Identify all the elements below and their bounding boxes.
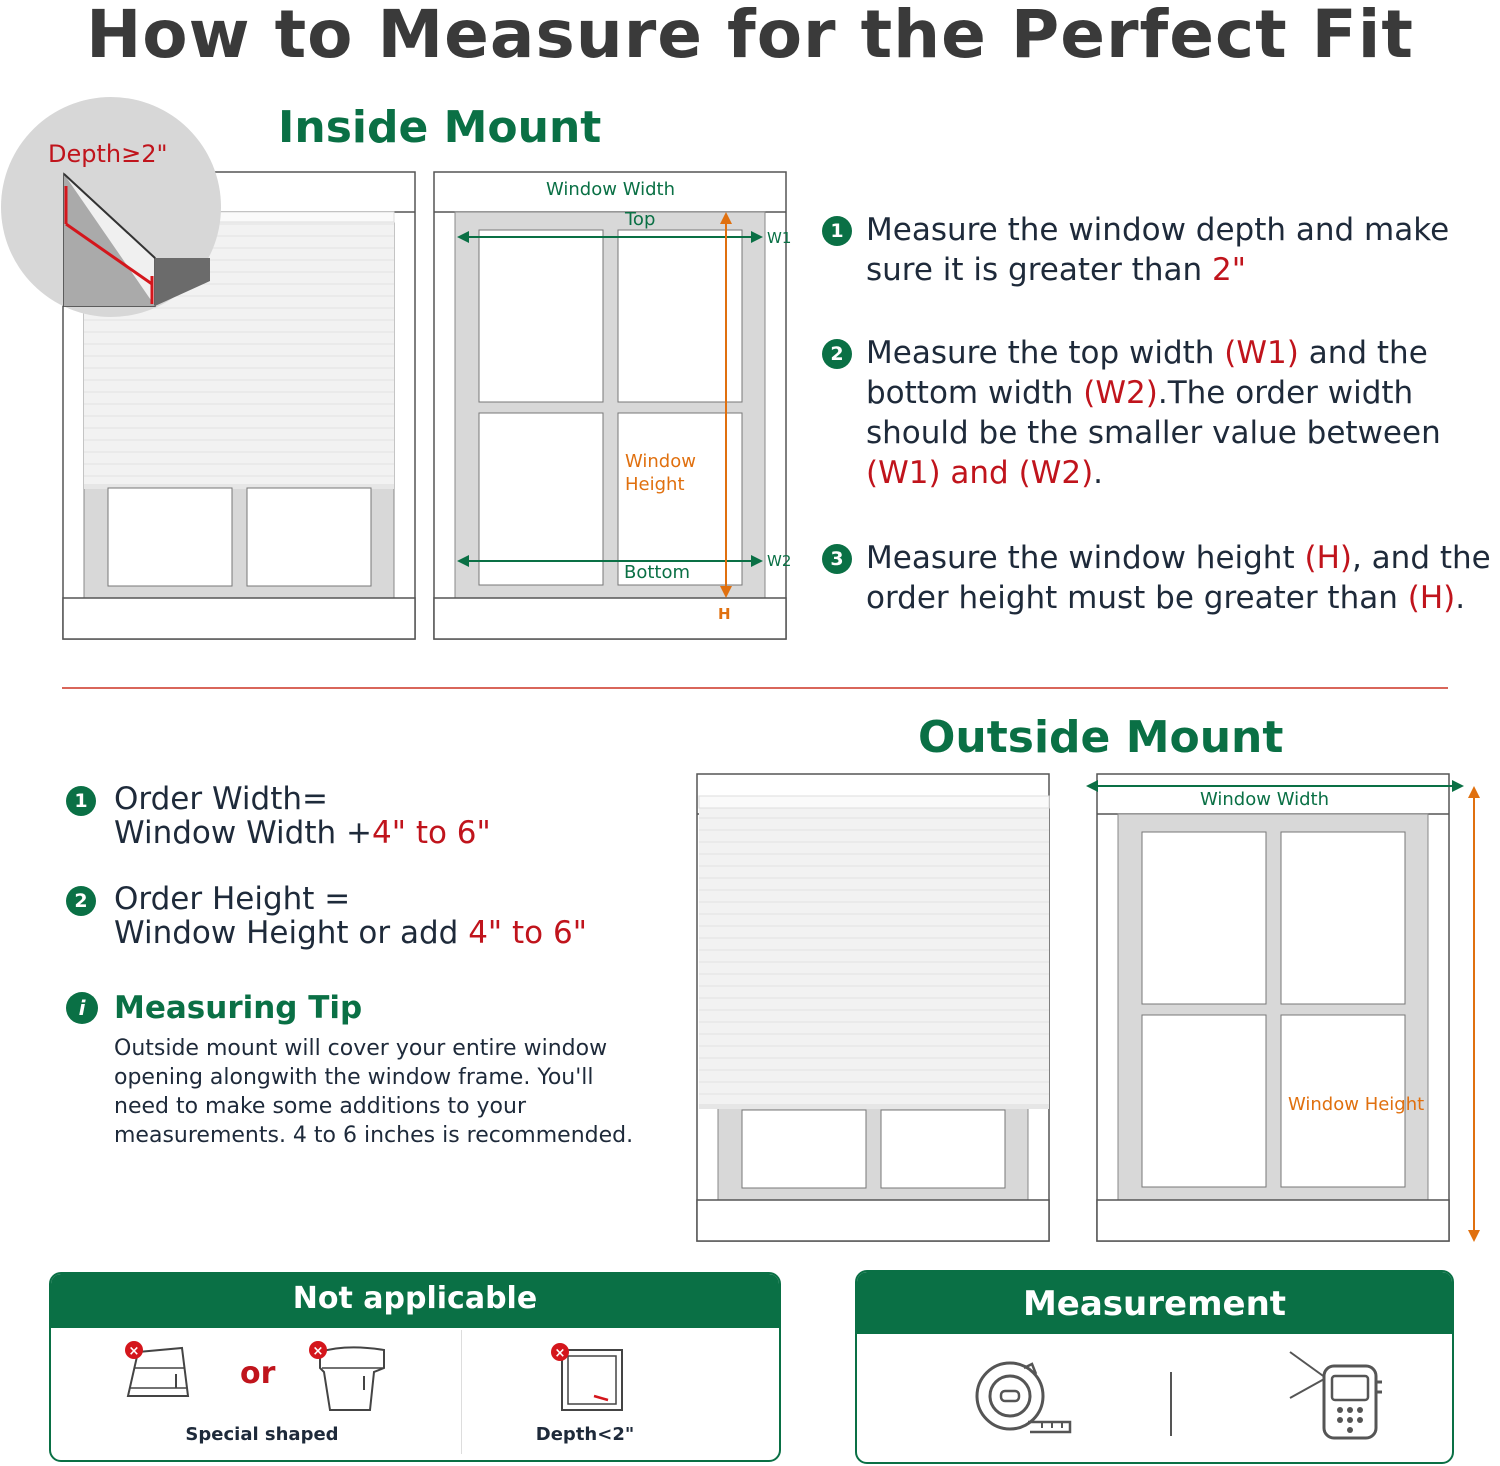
- tape-measure-icon: [972, 1356, 1076, 1436]
- outside-blind-window-illustration: [694, 770, 1054, 1246]
- inside-step-3: 3 Measure the window height (H), and the order height must be greater than (H).: [866, 538, 1498, 618]
- measurement-separator: [1170, 1372, 1172, 1436]
- measuring-tip-body: Outside mount will cover your entire window opening alongwith the window frame. You'll need to make some additions to your measurements. 4 to 6 inches is recommended.: [114, 1036, 634, 1148]
- depth-callout-illustration: [0, 96, 224, 320]
- inside-mount-heading: Inside Mount: [278, 102, 602, 153]
- bottom-label: Bottom: [624, 562, 691, 583]
- outside-measure-window-illustration: [1082, 770, 1492, 1246]
- or-label: or: [240, 1356, 276, 1391]
- depth-label: Depth≥2": [48, 140, 168, 168]
- box-divider: [461, 1330, 462, 1454]
- step-number-badge: 2: [66, 886, 96, 916]
- shallow-depth-window-icon: [548, 1340, 628, 1416]
- step-number-badge: 1: [66, 786, 96, 816]
- not-applicable-heading: Not applicable: [51, 1274, 779, 1328]
- w1-label: W1: [767, 229, 792, 247]
- w2-label: W2: [767, 552, 792, 570]
- laser-measure-icon: [1286, 1348, 1390, 1444]
- page-title: How to Measure for the Perfect Fit: [86, 0, 1414, 73]
- svg-text:×: ×: [128, 1344, 140, 1359]
- step-number-badge: 2: [822, 339, 852, 369]
- inside-measure-window-illustration: [431, 168, 801, 644]
- outside-window-height-label: Window Height: [1288, 1094, 1425, 1115]
- special-shaped-blind-icon: [120, 1338, 200, 1418]
- info-icon: i: [66, 992, 98, 1024]
- inside-window-width-label: Window Width: [546, 179, 675, 200]
- svg-text:×: ×: [312, 1344, 324, 1359]
- inside-step-1: 1 Measure the window depth and make sure it is greater than 2": [866, 210, 1496, 290]
- measurement-heading: Measurement: [857, 1272, 1452, 1334]
- section-divider: [62, 687, 1448, 689]
- special-shaped-caption: Special shaped: [185, 1424, 339, 1445]
- top-label: Top: [625, 209, 656, 230]
- measuring-tip-title: Measuring Tip: [114, 990, 363, 1026]
- depth-caption: Depth<2": [535, 1424, 635, 1445]
- step-number-badge: 3: [822, 544, 852, 574]
- window-height-label: Window Height: [625, 451, 696, 495]
- step-number-badge: 1: [822, 216, 852, 246]
- svg-text:×: ×: [554, 1346, 566, 1361]
- special-shaped-blind-icon-2: [306, 1338, 390, 1418]
- inside-step-2: 2 Measure the top width (W1) and the bottom width (W2).The order width should be the smaller value between (W1) and (W2).: [866, 333, 1496, 493]
- outside-window-width-label: Window Width: [1200, 789, 1329, 810]
- outside-mount-heading: Outside Mount: [918, 712, 1284, 763]
- outside-step-1: 1 Order Width= Window Width +4" to 6": [114, 782, 491, 850]
- outside-step-2: 2 Order Height = Window Height or add 4" to 6": [114, 882, 587, 950]
- h-label: H: [718, 605, 731, 623]
